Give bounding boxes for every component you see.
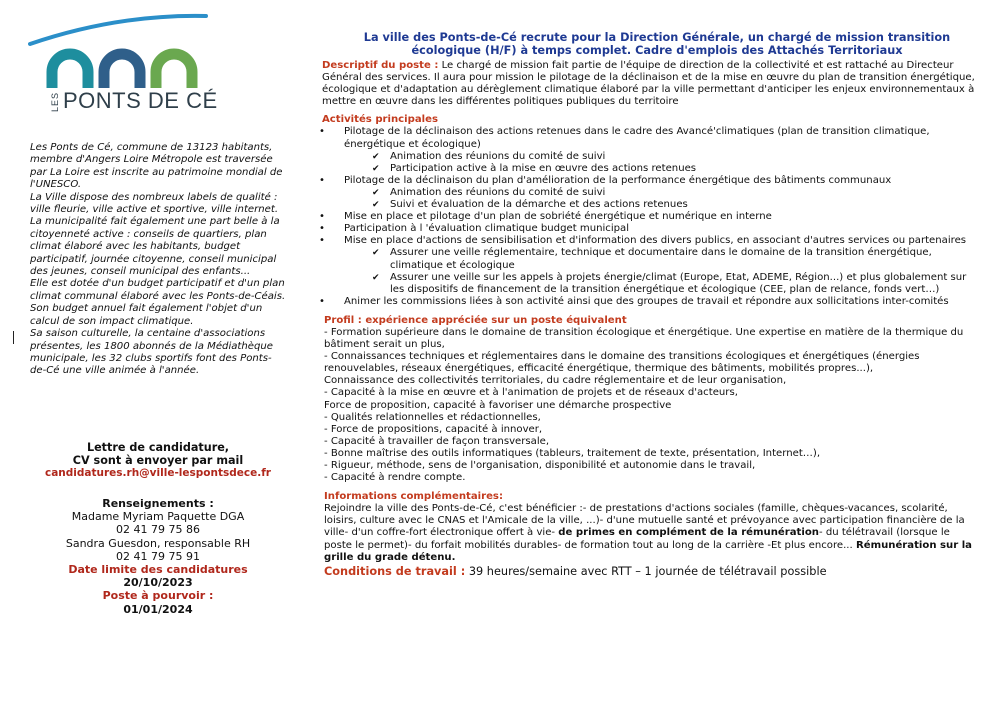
profile-item: Force de proposition, capacité à favoriser une démarche prospective — [324, 399, 672, 411]
logo-name: PONTS DE CÉ — [63, 88, 218, 113]
contact-1: Madame Myriam Paquette DGA — [71, 510, 245, 524]
info-title: Renseignements : — [102, 497, 214, 510]
activity-item — [322, 126, 978, 174]
activity-item — [322, 235, 978, 295]
job-offer — [318, 31, 978, 578]
conditions-text: 39 heures/semaine avec RTT – 1 journée de télétravail possible — [468, 564, 827, 578]
activities-section — [322, 114, 978, 308]
activity-text: Pilotage de la déclinaison des actions retenues dans le cadre des Avancé'climatiques (plan de transition climatique, énergétique et écologique) — [344, 126, 930, 150]
profile-item: - Capacité à travailler de façon transversale, — [324, 435, 550, 447]
infos-part-1: Rejoindre la ville des Ponts-de-Cé, c'est bénéficier :- de prestations d'actions sociales (famille, chèques-vacances, scolarité, loisirs, culture avec le CNAS et l'Amicale de la ville, ...)- d'une mutuelle santé et prévoyance avec participation financière de la ville- d'un coffre-fort électronique offert à vie- — [324, 503, 965, 539]
logo-graphic — [28, 10, 218, 100]
profile-item: - Capacité à la mise en œuvre et à l'animation de projets et de réseaux d'acteurs, — [324, 387, 738, 399]
activity-item — [322, 175, 978, 211]
activity-text: Pilotage de la déclinaison du plan d'amélioration de la performance énergétique des bâtiments communaux — [344, 174, 892, 186]
application-instructions — [30, 441, 286, 480]
infos-bold-1: de primes en complément de la rémunération — [558, 527, 819, 539]
city-presentation — [30, 142, 286, 378]
apply-line-1: Lettre de candidature, — [86, 441, 230, 454]
page-title: La ville des Ponts-de-Cé recrute pour la Direction Générale, un chargé de mission transition écologique (H/F) à temps complet. Cadre d'emplois des Attachés Territoriaux — [363, 31, 951, 57]
working-conditions — [324, 565, 978, 578]
description-label: Descriptif du poste : — [322, 60, 439, 71]
phone-1: 02 41 79 75 86 — [116, 523, 200, 537]
profile-item: - Qualités relationnelles et rédactionnelles, — [324, 411, 541, 423]
infos-text — [324, 503, 978, 563]
infos-label: Informations complémentaires: — [324, 491, 503, 503]
additional-info-section — [324, 491, 978, 578]
activities-label: Activités principales — [322, 114, 438, 126]
sub-activity-item: ✔ Animation des réunions du comité de suivi — [370, 151, 978, 163]
activity-item: • Mise en place et pilotage d'un plan de sobriété énergétique et numérique en interne — [322, 211, 978, 223]
job-description — [322, 60, 978, 108]
profile-item: - Formation supérieure dans le domaine de transition écologique et énergétique. Une expertise en matière de la thermique du bâtiment serait un plus, — [324, 326, 964, 351]
profile-item: - Force de propositions, capacité à innover, — [324, 423, 543, 435]
description-text: Le chargé de mission fait partie de l'équipe de direction de la collectivité et est rattaché au Directeur Général des services. Il aura pour mission le pilotage de la déclinaison et de la mise en œuvre du plan de transition énergétique, écologique et d'adaptation au dérèglement climatique élaboré par la ville permettant d'anticiper les enjeux environnementaux à mettre en œuvre dans les différentes politiques publiques du territoire — [322, 60, 975, 108]
profile-item: - Capacité à rendre compte. — [324, 472, 466, 484]
infos-part-2: - du télétravail (lorsque le poste le permet)- du forfait mobilités durables- de formation tout au long de la carrière -Et plus encore... — [324, 527, 950, 551]
conditions-label: Conditions de travail : — [324, 564, 466, 578]
activity-text: Mise en place d'actions de sensibilisation et d'information des divers publics, en associant d'autres services ou partenaires — [344, 235, 967, 247]
profile-item: Connaissance des collectivités territoriales, du cadre réglementaire et de leur organisation, — [324, 375, 787, 387]
city-intro: Les Ponts de Cé, commune de 13123 habitants, membre d'Angers Loire Métropole est traversée par La Loire est inscrite au patrimoine mondial de l'UNESCO. La Ville dispose des nombreux labels de qualité : ville fleurie, ville active et sportive, ville internet. La municipalité fait également une part belle à la citoyenneté active : conseils de quartiers, plan climat élaboré avec les habitants, budget participatif, journée citoyenne, conseil municipal des jeunes, conseil municipal des enfants... Elle est dotée d'un budget participatif et d'un plan climat communal élaboré avec les Ponts-de-Céais. Son budget annuel fait également l'objet d'un calcul de son impact climatique. Sa saison culturelle, la centaine d'associations présentes, les 1800 abonnés de la Médiathèque municipale, les 32 clubs sportifs font des Ponts-de-Cé une ville animée à l'année. — [30, 142, 286, 377]
profile-item: - Connaissances techniques et réglementaires dans le domaine des transitions écologiques et énergétiques (énergies renouvelables, réseaux énergétiques, efficacité énergétique, thermique des bâtiments, mobilités propres...), — [324, 351, 920, 375]
logo-les: LES — [50, 92, 60, 113]
start-date: 01/01/2024 — [123, 602, 193, 616]
apply-line-2: CV sont à envoyer par mail — [72, 454, 244, 467]
infos-bold-2: Rémunération sur la grille du grade détenu. — [324, 539, 972, 563]
phone-2: 02 41 79 75 91 — [116, 549, 200, 563]
sub-activity-item: ✔ Participation active à la mise en œuvre des actions retenues — [370, 163, 978, 175]
text-cursor — [13, 331, 14, 344]
contact-2: Sandra Guesdon, responsable RH — [65, 536, 251, 550]
application-email-link[interactable]: candidatures.rh@ville-lespontsdece.fr — [45, 467, 271, 479]
deadline-date: 20/10/2023 — [123, 576, 193, 590]
activity-item: • Animer les commissions liées à son activité ainsi que des groupes de travail et répondre aux sollicitations inter-comités — [322, 296, 978, 308]
sub-activity-item: ✔ Suivi et évaluation de la démarche et des actions retenues — [370, 199, 978, 211]
deadline-label: Date limite des candidatures — [68, 563, 248, 577]
sub-activity-item: ✔ Animation des réunions du comité de suivi — [370, 187, 978, 199]
profile-item: - Bonne maîtrise des outils informatiques (tableurs, traitement de texte, présentation, Internet…), — [324, 447, 821, 459]
activity-item: • Participation à l 'évaluation climatique budget municipal — [322, 223, 978, 235]
profile-label: Profil : expérience appréciée sur un poste équivalent — [324, 314, 627, 326]
profile-item: - Rigueur, méthode, sens de l'organisation, disponibilité et autonomie dans le travail, — [324, 460, 756, 471]
start-label: Poste à pourvoir : — [102, 589, 214, 603]
profile-section — [324, 315, 978, 484]
contact-info — [30, 497, 286, 616]
sub-activity-item: ✔ Assurer une veille sur les appels à projets énergie/climat (Europe, Etat, ADEME, Région...) et plus globalement sur les dispositifs de financement de la transition énergétique et écologique (CEE, plan de relance, fonds vert…) — [370, 272, 978, 296]
logo-text — [50, 88, 218, 114]
sub-activity-item: ✔ Assurer une veille réglementaire, technique et documentaire dans le domaine de la transition énergétique, climatique et écologique — [370, 247, 978, 271]
